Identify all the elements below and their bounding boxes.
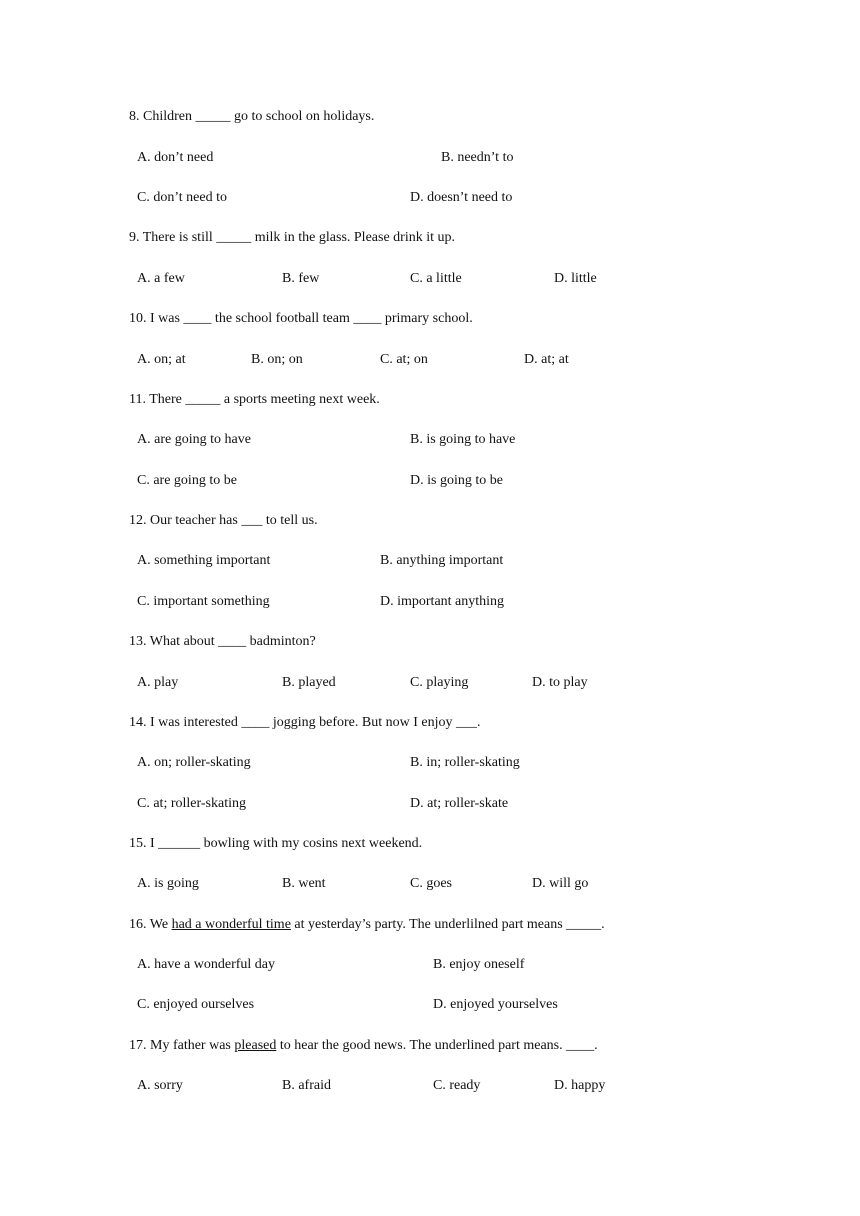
option-c: C. enjoyed ourselves: [137, 997, 255, 1012]
question-number: 14.: [129, 715, 147, 730]
question-stem-after: to hear the good news. The underlined part means. ____.: [276, 1038, 598, 1053]
question-9: [129, 229, 455, 247]
option-d: D. enjoyed yourselves: [433, 997, 558, 1012]
option-b: B. few: [282, 271, 320, 286]
option-a: A. something important: [137, 553, 271, 568]
option-b: B. afraid: [282, 1078, 331, 1093]
option-c: C. at; on: [380, 352, 428, 367]
option-a: A. a few: [137, 271, 185, 286]
option-d: D. will go: [532, 876, 589, 891]
question-15: [129, 835, 422, 853]
question-stem: Children _____ go to school on holidays.: [143, 109, 375, 124]
question-11: [129, 391, 380, 409]
question-number: 15.: [129, 836, 147, 851]
option-c: C. a little: [410, 271, 462, 286]
question-16: [129, 916, 605, 934]
question-number: 9.: [129, 230, 140, 245]
question-stem: I ______ bowling with my cosins next weekend.: [150, 836, 423, 851]
question-stem: I was ____ the school football team ____ primary school.: [150, 311, 473, 326]
question-stem: Our teacher has ___ to tell us.: [150, 513, 318, 528]
option-b: B. played: [282, 675, 336, 690]
question-12: [129, 512, 318, 530]
option-c: C. ready: [433, 1078, 481, 1093]
option-b: B. needn’t to: [441, 150, 514, 165]
question-14: [129, 714, 481, 732]
option-c: C. goes: [410, 876, 452, 891]
option-d: D. to play: [532, 675, 588, 690]
question-17: [129, 1037, 598, 1055]
question-stem-after: at yesterday’s party. The underlilned part means _____.: [290, 917, 605, 932]
option-a: A. are going to have: [137, 432, 251, 447]
option-d: D. at; at: [524, 352, 569, 367]
option-b: B. on; on: [251, 352, 303, 367]
option-b: B. is going to have: [410, 432, 516, 447]
question-stem-before: We: [149, 917, 172, 932]
option-a: A. on; at: [137, 352, 186, 367]
question-stem: I was interested ____ jogging before. But now I enjoy ___.: [150, 715, 481, 730]
option-d: D. little: [554, 271, 597, 286]
option-c: C. at; roller-skating: [137, 796, 246, 811]
option-d: D. doesn’t need to: [410, 190, 513, 205]
question-stem: There _____ a sports meeting next week.: [149, 392, 380, 407]
option-b: B. enjoy oneself: [433, 957, 525, 972]
question-13: [129, 633, 316, 651]
option-d: D. happy: [554, 1078, 606, 1093]
question-number: 11.: [129, 392, 146, 407]
option-b: B. went: [282, 876, 326, 891]
question-number: 8.: [129, 109, 140, 124]
option-c: C. important something: [137, 594, 270, 609]
question-number: 17.: [129, 1038, 147, 1053]
option-a: A. don’t need: [137, 150, 214, 165]
question-number: 13.: [129, 634, 147, 649]
option-d: D. is going to be: [410, 473, 503, 488]
question-number: 16.: [129, 917, 147, 932]
option-d: D. important anything: [380, 594, 505, 609]
option-a: A. play: [137, 675, 179, 690]
question-8: [129, 108, 374, 126]
option-c: C. don’t need to: [137, 190, 227, 205]
option-c: C. are going to be: [137, 473, 237, 488]
option-b: B. anything important: [380, 553, 504, 568]
question-stem: What about ____ badminton?: [149, 634, 316, 649]
question-stem-before: My father was: [150, 1038, 235, 1053]
option-a: A. sorry: [137, 1078, 183, 1093]
underlined-word: pleased: [234, 1038, 277, 1053]
option-c: C. playing: [410, 675, 469, 690]
option-a: A. is going: [137, 876, 199, 891]
option-a: A. on; roller-skating: [137, 755, 251, 770]
question-number: 10.: [129, 311, 147, 326]
underlined-phrase: had a wonderful time: [171, 917, 291, 932]
option-d: D. at; roller-skate: [410, 796, 509, 811]
option-b: B. in; roller-skating: [410, 755, 520, 770]
question-stem: There is still _____ milk in the glass. Please drink it up.: [142, 230, 455, 245]
question-number: 12.: [129, 513, 147, 528]
option-a: A. have a wonderful day: [137, 957, 276, 972]
question-10: [129, 310, 473, 328]
